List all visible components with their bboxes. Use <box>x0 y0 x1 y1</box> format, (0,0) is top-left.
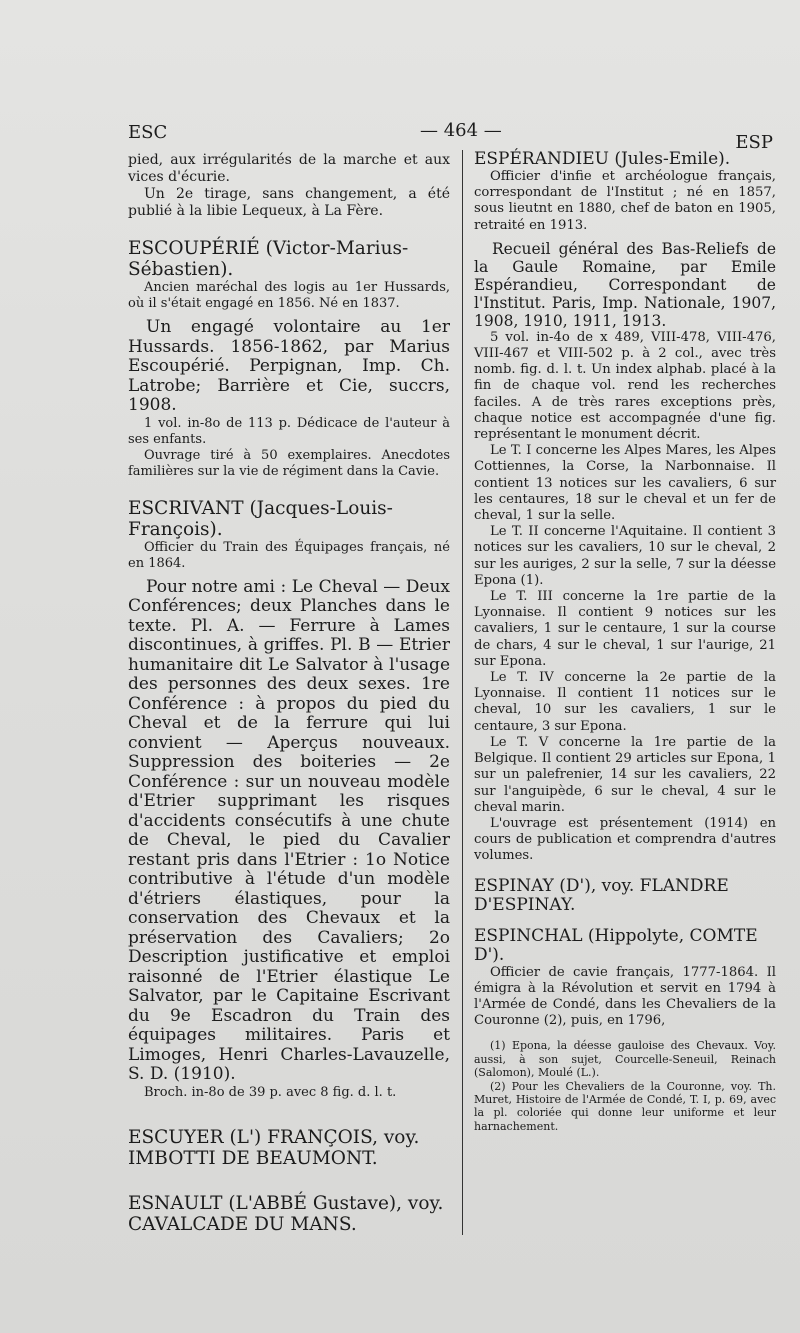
entry-heading-esperandieu: ESPÉRANDIEU (Jules-Emile). <box>474 149 731 169</box>
entry-description-5: Le T. IV concerne la 2e partie de la Lyonnaise. Il contient 11 notices sur le cheval, 10 sur les cavaliers, 1 sur le centaure, 3 sur Epona. <box>474 670 776 734</box>
left-column <box>128 152 450 1235</box>
entry-description: 5 vol. in-4o de x 489, VIII-478, VIII-476, VIII-467 et VIII-502 p. à 2 col., avec très nomb. fig. d. l. t. Un index alphab. placé à la fin de chaque vol. rend les recherches faciles. A de très rares exceptions près, chaque notice est accompagnée d'une fig. représentant le monument décrit. <box>474 329 776 443</box>
entry-description-4: Le T. III concerne la 1re partie de la Lyonnaise. Il contient 9 notices sur les cavaliers, 1 sur le centaure, 1 sur la course de chars, 4 sur le cheval, 1 sur l'aurige, 21 sur Epona. <box>474 589 776 669</box>
continued-text: pied, aux irrégularités de la marche et aux vices d'écurie. <box>128 152 450 185</box>
entry-bio: Officier de cavie français, 1777-1864. Il émigra à la Révolution et servit en 1794 à l'Armée de Condé, dans les Chevaliers de la Couronne (2), puis, en 1796, <box>474 964 776 1029</box>
entry-description-2: Ouvrage tiré à 50 exemplaires. Anecdotes familières sur la vie de régiment dans la Cavie. <box>128 447 450 479</box>
continued-text-2: Un 2e tirage, sans changement, a été publié à la libie Lequeux, à La Fère. <box>128 186 450 219</box>
column-divider <box>462 150 463 1235</box>
footnote-separator <box>474 1029 776 1039</box>
entry-heading-escrivant: ESCRIVANT (Jacques-Louis-François). <box>128 497 393 540</box>
entry-heading-escouperie: ESCOUPÉRIÉ (Victor-Marius-Sébastien). <box>128 238 409 280</box>
page-number: — 464 — <box>420 120 502 141</box>
header-right: ESP <box>735 132 773 153</box>
header-left: ESC <box>128 122 168 143</box>
entry-bio: Officier d'infie et archéologue français, correspondant de l'Institut ; né en 1857, sous lieutnt en 1880, chef de baton en 1905, retraité en 1913. <box>474 169 776 233</box>
footnote-1: (1) Epona, la déesse gauloise des Chevaux. Voy. aussi, à son sujet, Courcelle-Seneuil, Reinach (Salomon), Moulé (L.). <box>474 1039 776 1080</box>
footnote-2: (2) Pour les Chevaliers de la Couronne, voy. Th. Muret, Histoire de l'Armée de Condé, T. I, p. 69, avec la pl. coloriée qui donne leur uniforme et leur harnachement. <box>474 1079 776 1133</box>
right-column <box>474 150 776 1133</box>
entry-description-3: Le T. II concerne l'Aquitaine. Il contient 3 notices sur les cavaliers, 10 sur le cheval, 2 sur les auriges, 2 sur la selle, 7 sur la déesse Epona (1). <box>474 524 776 588</box>
entry-bio: Ancien maréchal des logis au 1er Hussards, où il s'était engagé en 1856. Né en 1837. <box>128 280 450 311</box>
running-header <box>128 118 773 153</box>
entry-bio: Officier du Train des Équipages français, né en 1864. <box>128 539 450 571</box>
entry-heading-esnault: ESNAULT (L'ABBÉ Gustave), voy. CAVALCADE DU MANS. <box>128 1192 444 1235</box>
entry-description: 1 vol. in-8o de 113 p. Dédicace de l'auteur à ses enfants. <box>128 415 450 447</box>
entry-description-7: L'ouvrage est présentement (1914) en cours de publication et comprendra d'autres volumes. <box>474 815 776 864</box>
entry-description: Broch. in-8o de 39 p. avec 8 fig. d. l. t. <box>144 1084 397 1100</box>
entry-title: Recueil général des Bas-Reliefs de la Gaule Romaine, par Emile Espérandieu, Correspondant de l'Institut. Paris, Imp. Nationale, 1907, 1908, 1910, 1911, 1913. <box>474 239 776 330</box>
entry-description-2: Le T. I concerne les Alpes Mares, les Alpes Cottiennes, la Corse, la Narbonnaise. Il contient 13 notices sur les cavaliers, 6 sur les centaures, 18 sur le cheval et un fer de cheval, 1 sur la selle. <box>474 443 776 524</box>
entry-title: Pour notre ami : Le Cheval — Deux Conférences; deux Planches dans le texte. Pl. A. — Ferrure à Lames discontinues, à griffes. Pl. B — Etrier humanitaire dit Le Salvator à l'usage des personnes des deux sexes. 1re Conférence : à propos du pied du Cheval et de la ferrure qui lui convient — Aperçus nouveaux. Suppression des boiteries — 2e Conférence : sur un nouveau modèle d'Etrier supprimant les risques d'accidents consécutifs à une chute de Cheval, le pied du Cavalier restant pris dans l'Etrier : 1o Notice contributive à l'étude d'un modèle d'étriers élastiques, pour la conservation des Chevaux et la préservation des Cavaliers; 2o Description justificative et emploi raisonné de l'Etrier élastique Le Salvator, par le Capitaine Escrivant du 9e Escadron du Train des équipages militaires. Paris et Limoges, Henri Charles-Lavauzelle, S. D. (1910). <box>128 576 450 1084</box>
entry-heading-escuyer: ESCUYER (L') FRANÇOIS, voy. IMBOTTI DE BEAUMONT. <box>128 1126 420 1169</box>
entry-description-6: Le T. V concerne la 1re partie de la Belgique. Il contient 29 articles sur Epona, 1 sur un palefrenier, 14 sur les cavaliers, 22 sur l'anguipède, 6 sur le cheval, 4 sur le cheval marin. <box>474 734 776 815</box>
entry-heading-espinay: ESPINAY (D'), voy. FLANDRE D'ESPINAY. <box>474 875 729 915</box>
entry-title: Un engagé volontaire au 1er Hussards. 1856-1862, par Marius Escoupérié. Perpignan, Imp. Ch. Latrobe; Barrière et Cie, succrs, 1908. <box>128 317 450 415</box>
entry-heading-espinchal: ESPINCHAL (Hippolyte, COMTE D'). <box>474 925 758 965</box>
